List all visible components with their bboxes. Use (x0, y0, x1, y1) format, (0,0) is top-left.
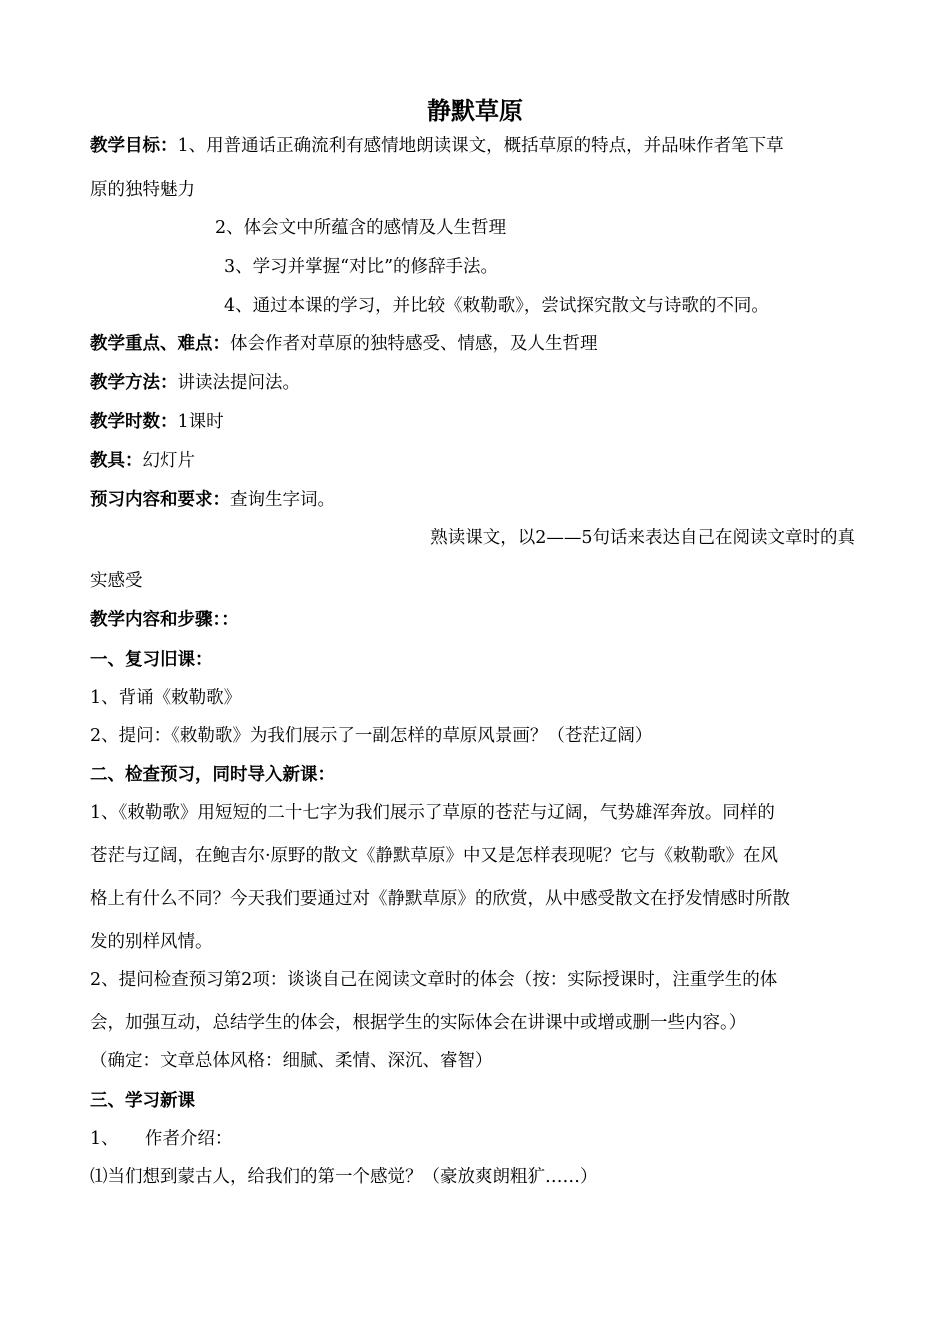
tools-label: 教具： (90, 451, 143, 471)
document-title: 静默草原 (427, 97, 523, 125)
section-2-p1-line-1: 1、《敕勒歌》用短短的二十七字为我们展示了草原的苍茫与辽阔，气势雄浑奔放。同样的 (90, 803, 775, 823)
objectives-line-1 (90, 133, 784, 159)
content-heading: 教学内容和步骤：： (90, 610, 239, 630)
section-2-p2-line-3: （确定：文章总体风格：细腻、柔情、深沉、睿智） (90, 1051, 493, 1071)
objective-1-text: 1、用普通话正确流利有感情地朗读课文，概括草原的特点，并品味作者笔下草 (177, 136, 784, 156)
objective-4: 4、通过本课的学习，并比较《敕勒歌》，尝试探究散文与诗歌的不同。 (224, 296, 769, 316)
section-1-item-2: 2、提问：《敕勒歌》为我们展示了一副怎样的草原风景画？（苍茫辽阔） (90, 726, 653, 746)
hours-line (90, 409, 224, 435)
tools-text: 幻灯片 (142, 451, 195, 471)
objective-2: 2、体会文中所蕴含的感情及人生哲理 (215, 218, 507, 238)
section-1-item-1: 1、背诵《敕勒歌》 (90, 688, 242, 708)
objective-1-continued: 原的独特魅力 (90, 180, 195, 200)
key-points-label: 教学重点、难点： (90, 334, 230, 354)
preview-line (90, 487, 335, 513)
methods-label: 教学方法： (90, 373, 178, 393)
section-2-p1-line-2: 苍茫与辽阔，在鲍吉尔·原野的散文《静默草原》中又是怎样表现呢？它与《敕勒歌》在风 (90, 846, 779, 866)
section-3-heading: 三、学习新课 (90, 1091, 195, 1111)
preview-text-2: 熟读课文，以2——5句话来表达自己在阅读文章时的真 (430, 528, 855, 548)
section-2-p2-line-2: 会，加强互动，总结学生的体会，根据学生的实际体会在讲课中或增或删一些内容。） (90, 1013, 747, 1033)
key-points-line (90, 331, 598, 357)
preview-text-2-continued: 实感受 (90, 571, 143, 591)
section-3-item-1: 1、 作者介绍： (90, 1129, 233, 1149)
section-2-p1-line-3: 格上有什么不同？今天我们要通过对《静默草原》的欣赏，从中感受散文在抒发情感时所散 (90, 889, 790, 909)
methods-text: 讲读法提问法。 (177, 373, 300, 393)
methods-line (90, 370, 300, 396)
objectives-label: 教学目标： (90, 136, 178, 156)
hours-label: 教学时数： (90, 412, 178, 432)
objective-3: 3、学习并掌握“对比”的修辞手法。 (224, 257, 499, 277)
section-2-p2-line-1: 2、提问检查预习第2项：谈谈自己在阅读文章时的体会（按：实际授课时，注重学生的体 (90, 970, 778, 990)
section-2-p1-line-4: 发的别样风情。 (90, 932, 213, 952)
hours-text: 1课时 (177, 412, 224, 432)
key-points-text: 体会作者对草原的独特感受、情感，及人生哲理 (230, 334, 598, 354)
section-2-heading: 二、检查预习，同时导入新课： (90, 765, 335, 785)
preview-text-1: 查询生字词。 (230, 490, 335, 510)
section-3-item-1-1: ⑴当们想到蒙古人，给我们的第一个感觉？（豪放爽朗粗犷……） (90, 1167, 598, 1187)
section-1-heading: 一、复习旧课： (90, 650, 213, 670)
preview-label: 预习内容和要求： (90, 490, 230, 510)
tools-line (90, 448, 195, 474)
